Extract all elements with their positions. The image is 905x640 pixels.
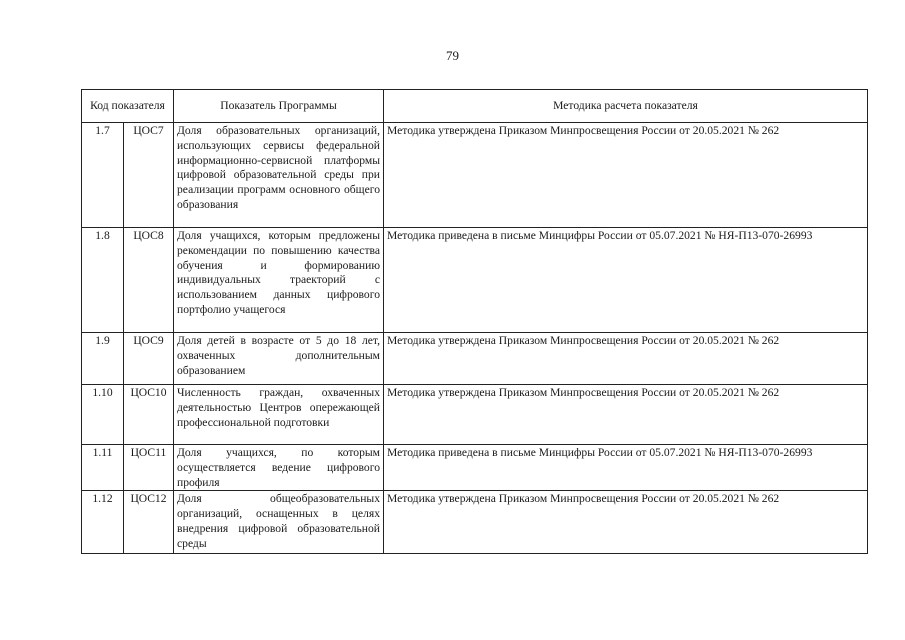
page-number: 79 bbox=[446, 48, 459, 63]
row-method: Методика приведена в письме Минцифры России от 05.07.2021 № НЯ-П13-070-26993 bbox=[384, 228, 868, 333]
row-number: 1.11 bbox=[82, 445, 124, 491]
row-number: 1.7 bbox=[82, 123, 124, 228]
row-code: ЦОС7 bbox=[124, 123, 174, 228]
row-number: 1.9 bbox=[82, 333, 124, 385]
row-indicator: Доля образовательных организаций, использующих сервисы федеральной информационно-сервисной платформы цифровой образовательной среды при реализации программ основного общего образования bbox=[174, 123, 384, 228]
row-code: ЦОС11 bbox=[124, 445, 174, 491]
indicators-table bbox=[81, 89, 868, 554]
row-method: Методика утверждена Приказом Минпросвещения России от 20.05.2021 № 262 bbox=[384, 333, 868, 385]
table-row bbox=[82, 445, 868, 491]
row-code: ЦОС12 bbox=[124, 491, 174, 554]
row-number: 1.12 bbox=[82, 491, 124, 554]
header-indicator: Показатель Программы bbox=[174, 90, 384, 123]
row-code: ЦОС9 bbox=[124, 333, 174, 385]
table-header-row bbox=[82, 90, 868, 123]
row-code: ЦОС8 bbox=[124, 228, 174, 333]
table-row bbox=[82, 228, 868, 333]
table-row bbox=[82, 491, 868, 554]
row-indicator: Численность граждан, охваченных деятельностью Центров опережающей профессиональной подготовки bbox=[174, 385, 384, 445]
table-row bbox=[82, 385, 868, 445]
table-row bbox=[82, 333, 868, 385]
row-indicator: Доля учащихся, по которым осуществляется ведение цифрового профиля bbox=[174, 445, 384, 491]
table-row bbox=[82, 123, 868, 228]
row-method: Методика утверждена Приказом Минпросвещения России от 20.05.2021 № 262 bbox=[384, 385, 868, 445]
row-code: ЦОС10 bbox=[124, 385, 174, 445]
header-method: Методика расчета показателя bbox=[384, 90, 868, 123]
row-method: Методика утверждена Приказом Минпросвещения России от 20.05.2021 № 262 bbox=[384, 123, 868, 228]
row-indicator: Доля учащихся, которым предложены рекомендации по повышению качества обучения и формированию индивидуальных траекторий с использованием данных цифрового портфолио учащегося bbox=[174, 228, 384, 333]
header-code: Код показателя bbox=[82, 90, 174, 123]
row-number: 1.10 bbox=[82, 385, 124, 445]
row-indicator: Доля детей в возрасте от 5 до 18 лет, охваченных дополнительным образованием bbox=[174, 333, 384, 385]
row-number: 1.8 bbox=[82, 228, 124, 333]
row-method: Методика утверждена Приказом Минпросвещения России от 20.05.2021 № 262 bbox=[384, 491, 868, 554]
row-method: Методика приведена в письме Минцифры России от 05.07.2021 № НЯ-П13-070-26993 bbox=[384, 445, 868, 491]
row-indicator: Доля общеобразовательных организаций, оснащенных в целях внедрения цифровой образовательной среды bbox=[174, 491, 384, 554]
